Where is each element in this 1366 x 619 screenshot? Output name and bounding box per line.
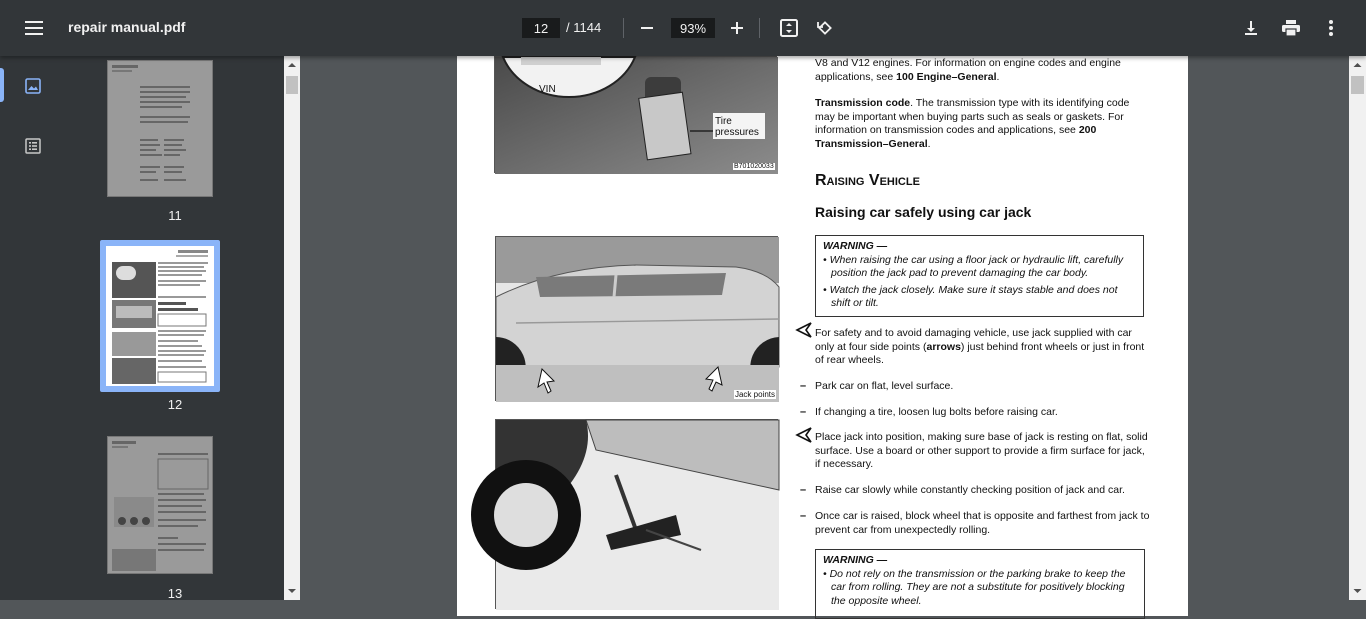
plus-icon — [730, 21, 744, 35]
step-paragraph: Place jack into position, making sure base of jack is resting on flat, solid surface. Use a board or other support to provide a firm surface for jack, if necessary. — [815, 431, 1148, 470]
bullet-dash: – — [800, 380, 807, 392]
outline-view-button[interactable] — [17, 130, 49, 162]
thumbnail-page-content — [106, 246, 214, 386]
intro-paragraph: V8 and V12 engines. For information on engine codes and engine applications, see 100 Engine–General. — [815, 57, 1121, 83]
page-thumbnail[interactable] — [107, 60, 213, 197]
thumbnail-page-content — [108, 437, 212, 573]
toolbar-divider — [623, 18, 624, 38]
warning-title: WARNING — — [823, 554, 888, 566]
image-thumbnail-icon — [25, 78, 41, 94]
transmission-label: Transmission code — [815, 97, 911, 109]
hamburger-menu-icon — [25, 21, 43, 35]
rotate-button[interactable] — [809, 12, 841, 44]
printer-icon — [1282, 20, 1300, 36]
transmission-paragraph: Transmission code. The transmission type with its identifying code may be important when buying parts such as seals or gaskets. For information on transmission codes and applications, see 200 Transmission–General. — [815, 97, 1130, 150]
fit-to-page-button[interactable] — [773, 12, 805, 44]
page-number-input[interactable]: 12 — [522, 18, 560, 38]
warning-box — [815, 549, 1145, 619]
more-vertical-icon — [1329, 20, 1333, 36]
page-thumbnail[interactable] — [107, 436, 213, 574]
pointer-arrow-icon — [796, 427, 812, 443]
pointer-arrow-icon — [796, 322, 812, 338]
zoom-out-button[interactable] — [631, 12, 663, 44]
step-text: ) just behind front wheels or just in front of rear wheels. — [815, 340, 1145, 366]
thumbnail-page-number: 13 — [167, 586, 183, 601]
more-actions-button[interactable] — [1315, 12, 1347, 44]
document-title: repair manual.pdf — [68, 19, 186, 35]
thumbnail-pane — [66, 56, 284, 600]
page-total: / 1144 — [566, 20, 602, 35]
thumbnail-page-content — [108, 61, 212, 196]
document-viewer — [300, 56, 1349, 607]
jack-under-car-illustration — [496, 420, 779, 610]
tire-pressures-label: Tire pressures — [715, 116, 759, 138]
bullet-dash: – — [800, 484, 807, 496]
download-icon — [1243, 20, 1259, 36]
document-outline-icon — [25, 138, 41, 154]
step-paragraph: Once car is raised, block wheel that is opposite and farthest from jack to prevent car from unexpectedly rolling. — [815, 510, 1150, 536]
sidebar-rail — [0, 56, 66, 600]
zoom-level-input[interactable]: 93% — [671, 18, 715, 38]
transmission-reference: 200 Transmission–General — [815, 124, 1097, 150]
thumbnail-scrollbar[interactable] — [284, 56, 300, 600]
transmission-text: . The transmission type with its identifying code may be important when buying parts such as seals or gaskets. For information on transmission codes and applications, see — [815, 97, 1130, 136]
step-emphasis: arrows — [926, 340, 961, 353]
main-scroll-down-arrow[interactable] — [1349, 584, 1366, 598]
thumbnail-page-number: 12 — [167, 397, 183, 412]
download-button[interactable] — [1235, 12, 1267, 44]
jack-points-photo — [495, 236, 778, 401]
warning-title: WARNING — — [823, 240, 888, 252]
bullet-dash: – — [800, 510, 807, 522]
pdf-toolbar — [0, 0, 1366, 56]
thumbnails-view-button[interactable] — [17, 70, 49, 102]
minus-icon — [640, 21, 654, 35]
step-paragraph: Raise car slowly while constantly checking position of jack and car. — [815, 484, 1125, 496]
sub-heading: Raising car safely using car jack — [815, 204, 1032, 220]
vin-label-photo — [494, 56, 777, 173]
fit-page-icon — [780, 19, 798, 37]
section-heading: Raising Vehicle — [815, 172, 920, 189]
main-scrollbar-track[interactable] — [1349, 56, 1366, 600]
page-thumbnail-selected[interactable] — [106, 246, 214, 386]
photo-code-label: B701020033 — [734, 163, 774, 170]
toolbar-divider — [759, 18, 760, 38]
intro-reference: 100 Engine–General — [896, 70, 997, 83]
thumbnail-scroll-down-arrow[interactable] — [284, 584, 300, 598]
menu-button[interactable] — [18, 12, 50, 44]
main-scroll-thumb[interactable] — [1351, 76, 1364, 94]
active-view-indicator — [0, 68, 4, 102]
jack-points-caption: Jack points — [734, 390, 775, 399]
step-paragraph: If changing a tire, loosen lug bolts before raising car. — [815, 406, 1058, 418]
step-paragraph — [815, 327, 1151, 368]
rotate-icon — [816, 19, 834, 37]
main-scroll-up-arrow[interactable] — [1349, 58, 1366, 72]
thumbnail-page-number: 11 — [168, 208, 182, 223]
intro-text: V8 and V12 engines. For information on engine codes and engine applications, see — [815, 57, 1121, 83]
step-text: For safety and to avoid damaging vehicle, use jack supplied with car only at four side points ( — [815, 327, 1132, 353]
jack-position-photo — [495, 419, 778, 609]
zoom-in-button[interactable] — [721, 12, 753, 44]
step-paragraph: Park car on flat, level surface. — [815, 380, 954, 392]
warning-item: • When raising the car using a floor jack or hydraulic lift, carefully position the jack pad to prevent damaging the car body. — [823, 253, 1124, 279]
print-button[interactable] — [1275, 12, 1307, 44]
thumbnail-scroll-thumb[interactable] — [286, 76, 298, 94]
pdf-page — [457, 56, 1188, 616]
warning-item: • Watch the jack closely. Make sure it stays stable and does not shift or tilt. — [823, 283, 1118, 309]
car-side-illustration — [496, 237, 779, 402]
warning-box — [815, 235, 1144, 317]
vin-label-text: VIN — [539, 84, 556, 95]
thumbnail-scroll-up-arrow[interactable] — [284, 58, 300, 72]
warning-item: • Do not rely on the transmission or the parking brake to keep the car from rolling. They are not a substitute for positively blocking the opposite wheel. — [823, 567, 1126, 607]
bullet-dash: – — [800, 406, 807, 418]
